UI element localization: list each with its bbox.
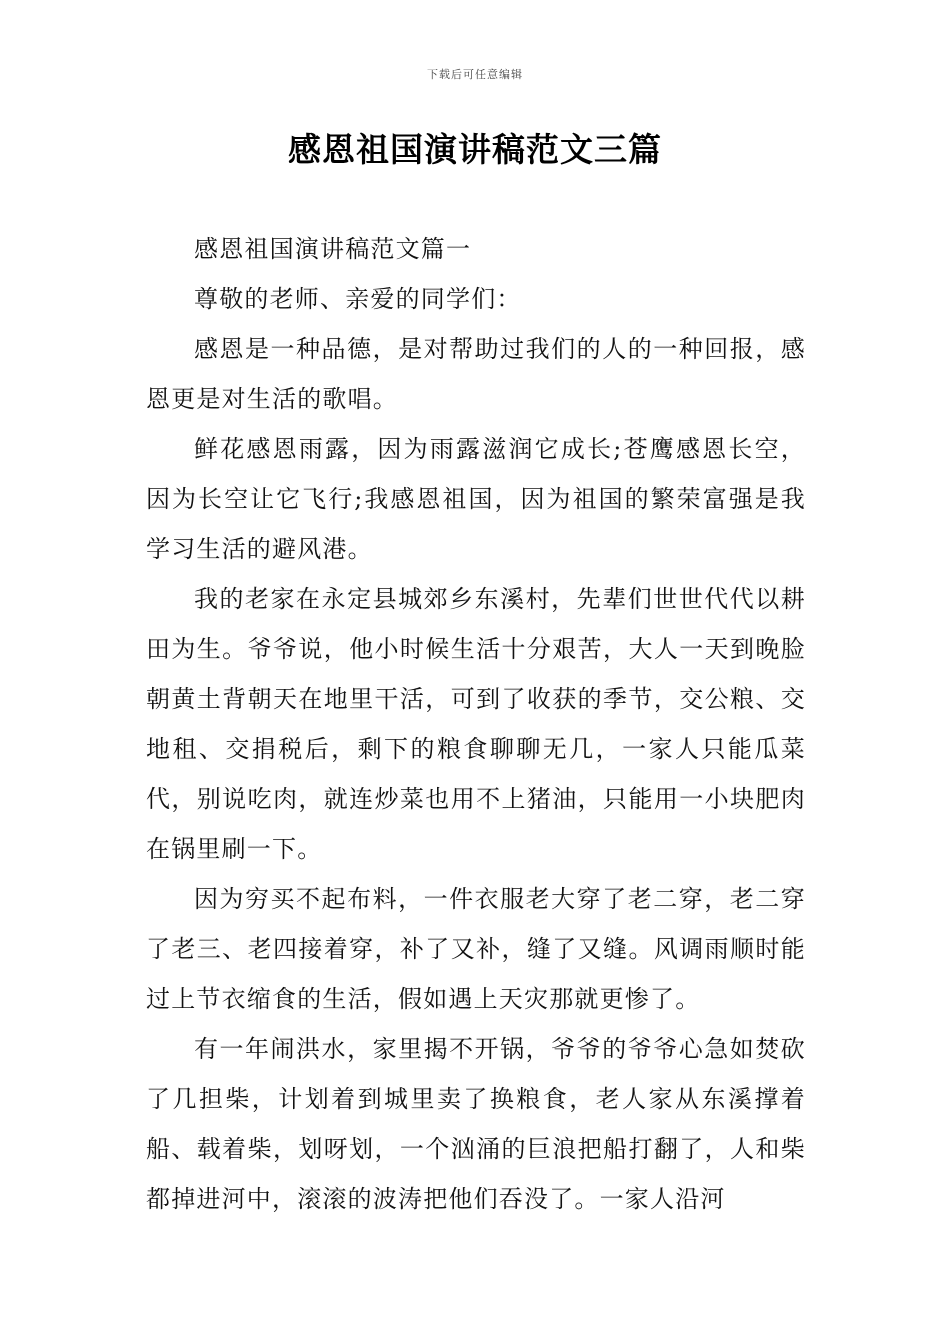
header-note: 下载后可任意编辑 [427,68,523,81]
paragraph: 我的老家在永定县城郊乡东溪村，先辈们世世代代以耕田为生。爷爷说，他小时候生活十分艰苦，大人一天到晚脸朝黄土背朝天在地里干活，可到了收获的季节，交公粮、交地租、交捐税后，剩下的粮食聊聊无几，一家人只能瓜菜代，别说吃肉，就连炒菜也用不上猪油，只能用一小块肥肉在锅里刷一下。 [146,585,806,863]
paragraph-section-heading: 感恩祖国演讲稿范文篇一 [194,235,472,263]
paragraph: 因为穷买不起布料，一件衣服老大穿了老二穿，老二穿了老三、老四接着穿，补了又补，缝了又缝。风调雨顺时能过上节衣缩食的生活，假如遇上天灾那就更惨了。 [146,885,806,1013]
paragraph: 有一年闹洪水，家里揭不开锅，爷爷的爷爷心急如焚砍了几担柴，计划着到城里卖了换粮食，老人家从东溪撑着船、载着柴，划呀划，一个汹涌的巨浪把船打翻了，人和柴都掉进河中，滚滚的波涛把他们吞没了。一家人沿河 [146,1035,806,1213]
paragraph: 鲜花感恩雨露，因为雨露滋润它成长;苍鹰感恩长空，因为长空让它飞行;我感恩祖国，因为祖国的繁荣富强是我学习生活的避风港。 [146,435,806,563]
document-body [146,224,806,1224]
document-title: 感恩祖国演讲稿范文三篇 [288,130,662,169]
paragraph-salutation: 尊敬的老师、亲爱的同学们： [194,285,522,313]
paragraph: 感恩是一种品德，是对帮助过我们的人的一种回报，感恩更是对生活的歌唱。 [146,335,806,413]
